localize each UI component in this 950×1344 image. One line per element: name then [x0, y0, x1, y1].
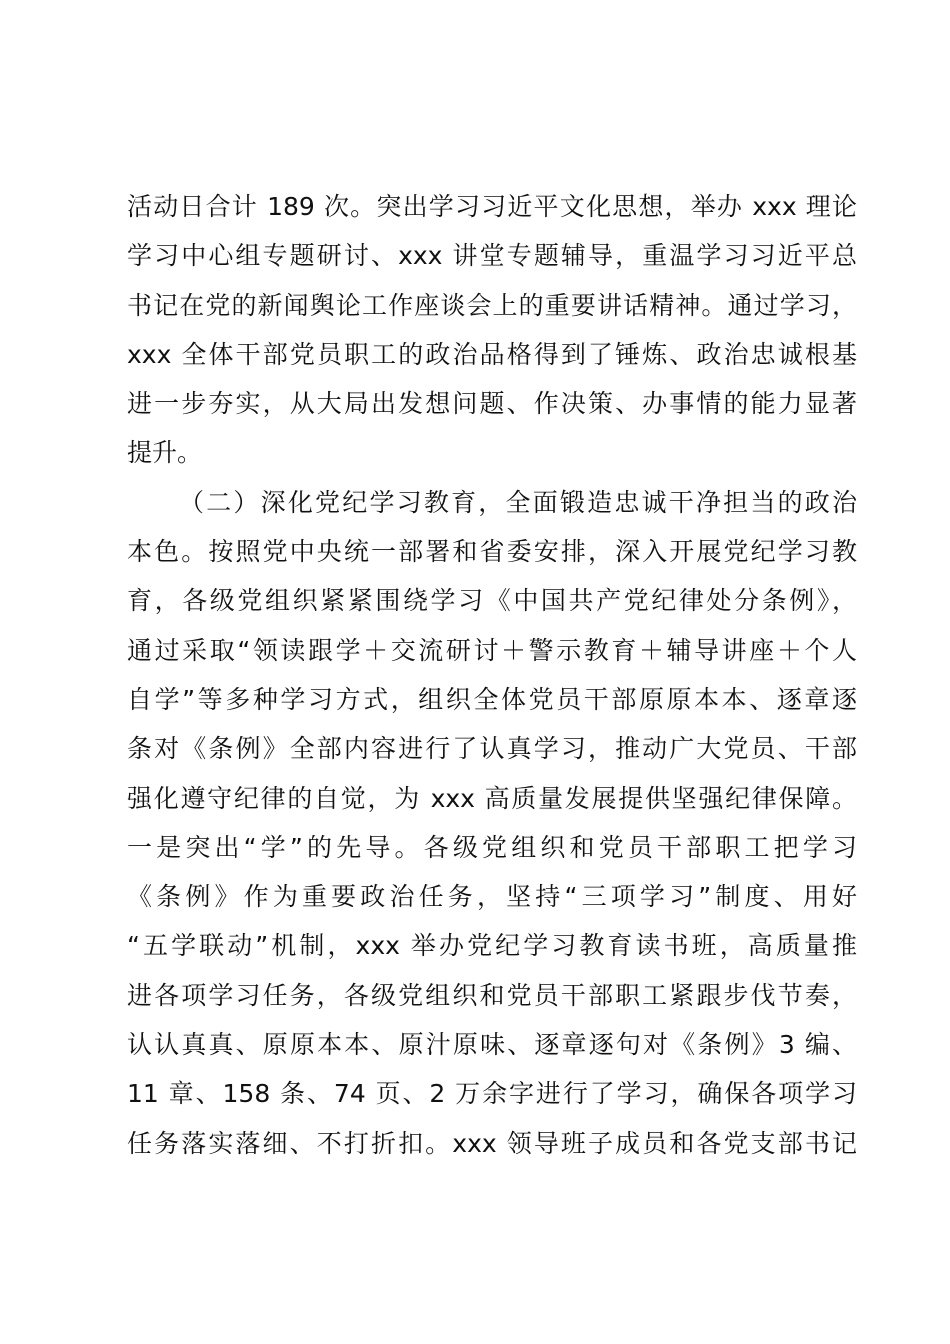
text-line: 认认真真、原原本本、原汁原味、逐章逐句对《条例》3 编、: [127, 1030, 857, 1060]
text-line: “五学联动”机制，xxx 举办党纪学习教育读书班，高质量推: [127, 931, 857, 961]
text-line: 自学”等多种学习方式，组织全体党员干部原原本本、逐章逐: [127, 684, 857, 714]
text-line: 一是突出“学”的先导。各级党组织和党员干部职工把学习: [127, 832, 857, 862]
text-line: 书记在党的新闻舆论工作座谈会上的重要讲话精神。通过学习，: [127, 290, 857, 320]
text-line: xxx 全体干部党员职工的政治品格得到了锤炼、政治忠诚根基: [127, 339, 857, 369]
text-line: 11 章、158 条、74 页、2 万余字进行了学习，确保各项学习: [127, 1079, 857, 1109]
text-line: 本色。按照党中央统一部署和省委安排，深入开展党纪学习教: [127, 537, 857, 567]
text-line: 进各项学习任务，各级党组织和党员干部职工紧跟步伐节奏，: [127, 980, 857, 1010]
text-line: 活动日合计 189 次。突出学习习近平文化思想，举办 xxx 理论: [127, 192, 857, 221]
text-line: 强化遵守纪律的自觉，为 xxx 高质量发展提供坚强纪律保障。: [127, 783, 857, 813]
body-text: [127, 182, 857, 1168]
text-line: 进一步夯实，从大局出发想问题、作决策、办事情的能力显著: [127, 389, 857, 419]
text-line: 条对《条例》全部内容进行了认真学习，推动广大党员、干部: [127, 734, 857, 764]
text-line: 育，各级党组织紧紧围绕学习《中国共产党纪律处分条例》，: [127, 586, 857, 616]
text-line: 提升。: [127, 438, 203, 468]
text-line: 《条例》作为重要政治任务，坚持“三项学习”制度、用好: [127, 882, 857, 912]
text-line: 任务落实落细、不打折扣。xxx 领导班子成员和各党支部书记: [127, 1128, 857, 1158]
section-heading-line: （二）深化党纪学习教育，全面锻造忠诚干净担当的政治: [179, 487, 857, 517]
text-line: 通过采取“领读跟学＋交流研讨＋警示教育＋辅导讲座＋个人: [127, 635, 857, 665]
text-line: 学习中心组专题研讨、xxx 讲堂专题辅导，重温学习习近平总: [127, 241, 857, 271]
